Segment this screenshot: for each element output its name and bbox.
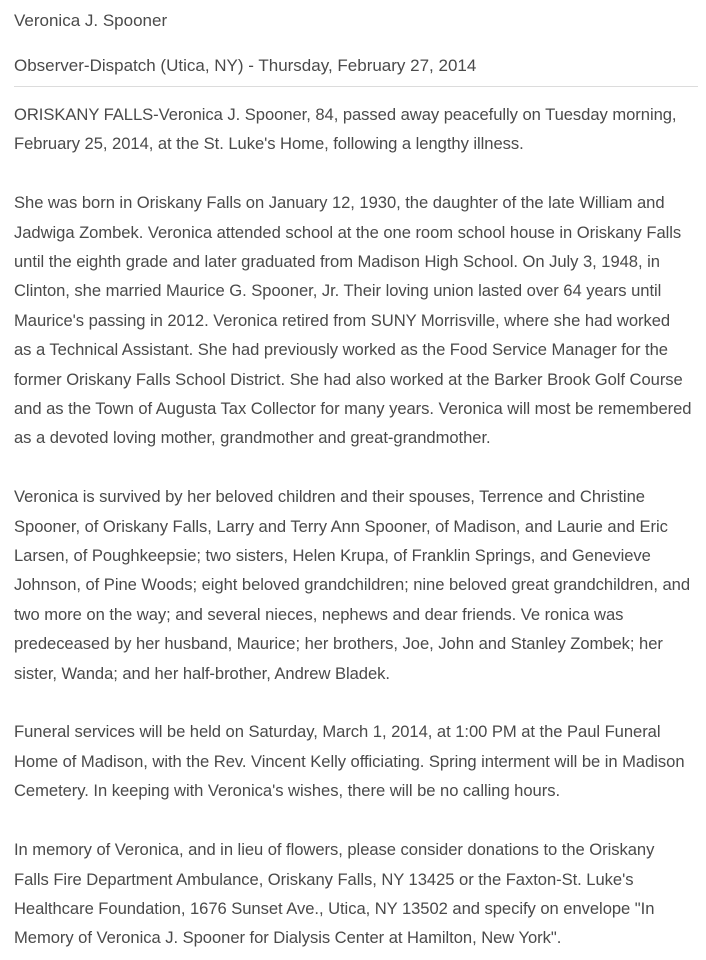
obituary-paragraph-intro: ORISKANY FALLS-Veronica J. Spooner, 84, passed away peacefully on Tuesday morning, February 25, 2014, at the St. Luke's Home, following a lengthy illness.: [14, 105, 677, 154]
obituary-paragraph-biography: She was born in Oriskany Falls on January 12, 1930, the daughter of the late William and Jadwiga Zombek. Veronica attended school at the one room school house in Oriskany Falls until the eighth grade and later graduated from Madison High School. On July 3, 1948, in Clinton, she married Maurice G. Spooner, Jr. Their loving union lasted over 64 years until Maurice's passing in 2012. Veronica retired from SUNY Morrisville, where she had worked as a Technical Assistant. She had previously worked as the Food Service Manager for the former Oriskany Falls School District. She had also worked at the Barker Brook Golf Course and as the Town of Augusta Tax Collector for many years. Veronica will most be remembered as a devoted loving mother, grandmother and great-grandmother.: [14, 193, 692, 448]
obituary-paragraph-memorial: In memory of Veronica, and in lieu of flowers, please consider donations to the Oriskany Falls Fire Department Ambulance, Oriskany Falls, NY 13425 or the Faxton-St. Luke's Healthcare Foundation, 1676 Sunset Ave., Utica, NY 13502 and specify on envelope "In Memory of Veronica J. Spooner for Dialysis Center at Hamilton, New York".: [14, 840, 655, 948]
header-divider: [14, 86, 698, 87]
obituary-paragraph-survivors: Veronica is survived by her beloved children and their spouses, Terrence and Christine Spooner, of Oriskany Falls, Larry and Terry Ann Spooner, of Madison, and Laurie and Eric Larsen, of Poughkeepsie; two sisters, Helen Krupa, of Franklin Springs, and Genevieve Johnson, of Pine Woods; eight beloved grandchildren; nine beloved great grandchildren, and two more on the way; and several nieces, nephews and dear friends. Ve ronica was predeceased by her husband, Maurice; her brothers, Joe, John and Stanley Zombek; her sister, Wanda; and her half-brother, Andrew Bladek.: [14, 487, 691, 683]
obituary-name: Veronica J. Spooner: [14, 11, 168, 30]
obituary-body: [14, 100, 692, 953]
publication-source: Observer-Dispatch (Utica, NY) - Thursday, February 27, 2014: [14, 56, 477, 75]
obituary-paragraph-services: Funeral services will be held on Saturday, March 1, 2014, at 1:00 PM at the Paul Funeral Home of Madison, with the Rev. Vincent Kelly officiating. Spring interment will be in Madison Cemetery. In keeping with Veronica's wishes, there will be no calling hours.: [14, 722, 685, 801]
